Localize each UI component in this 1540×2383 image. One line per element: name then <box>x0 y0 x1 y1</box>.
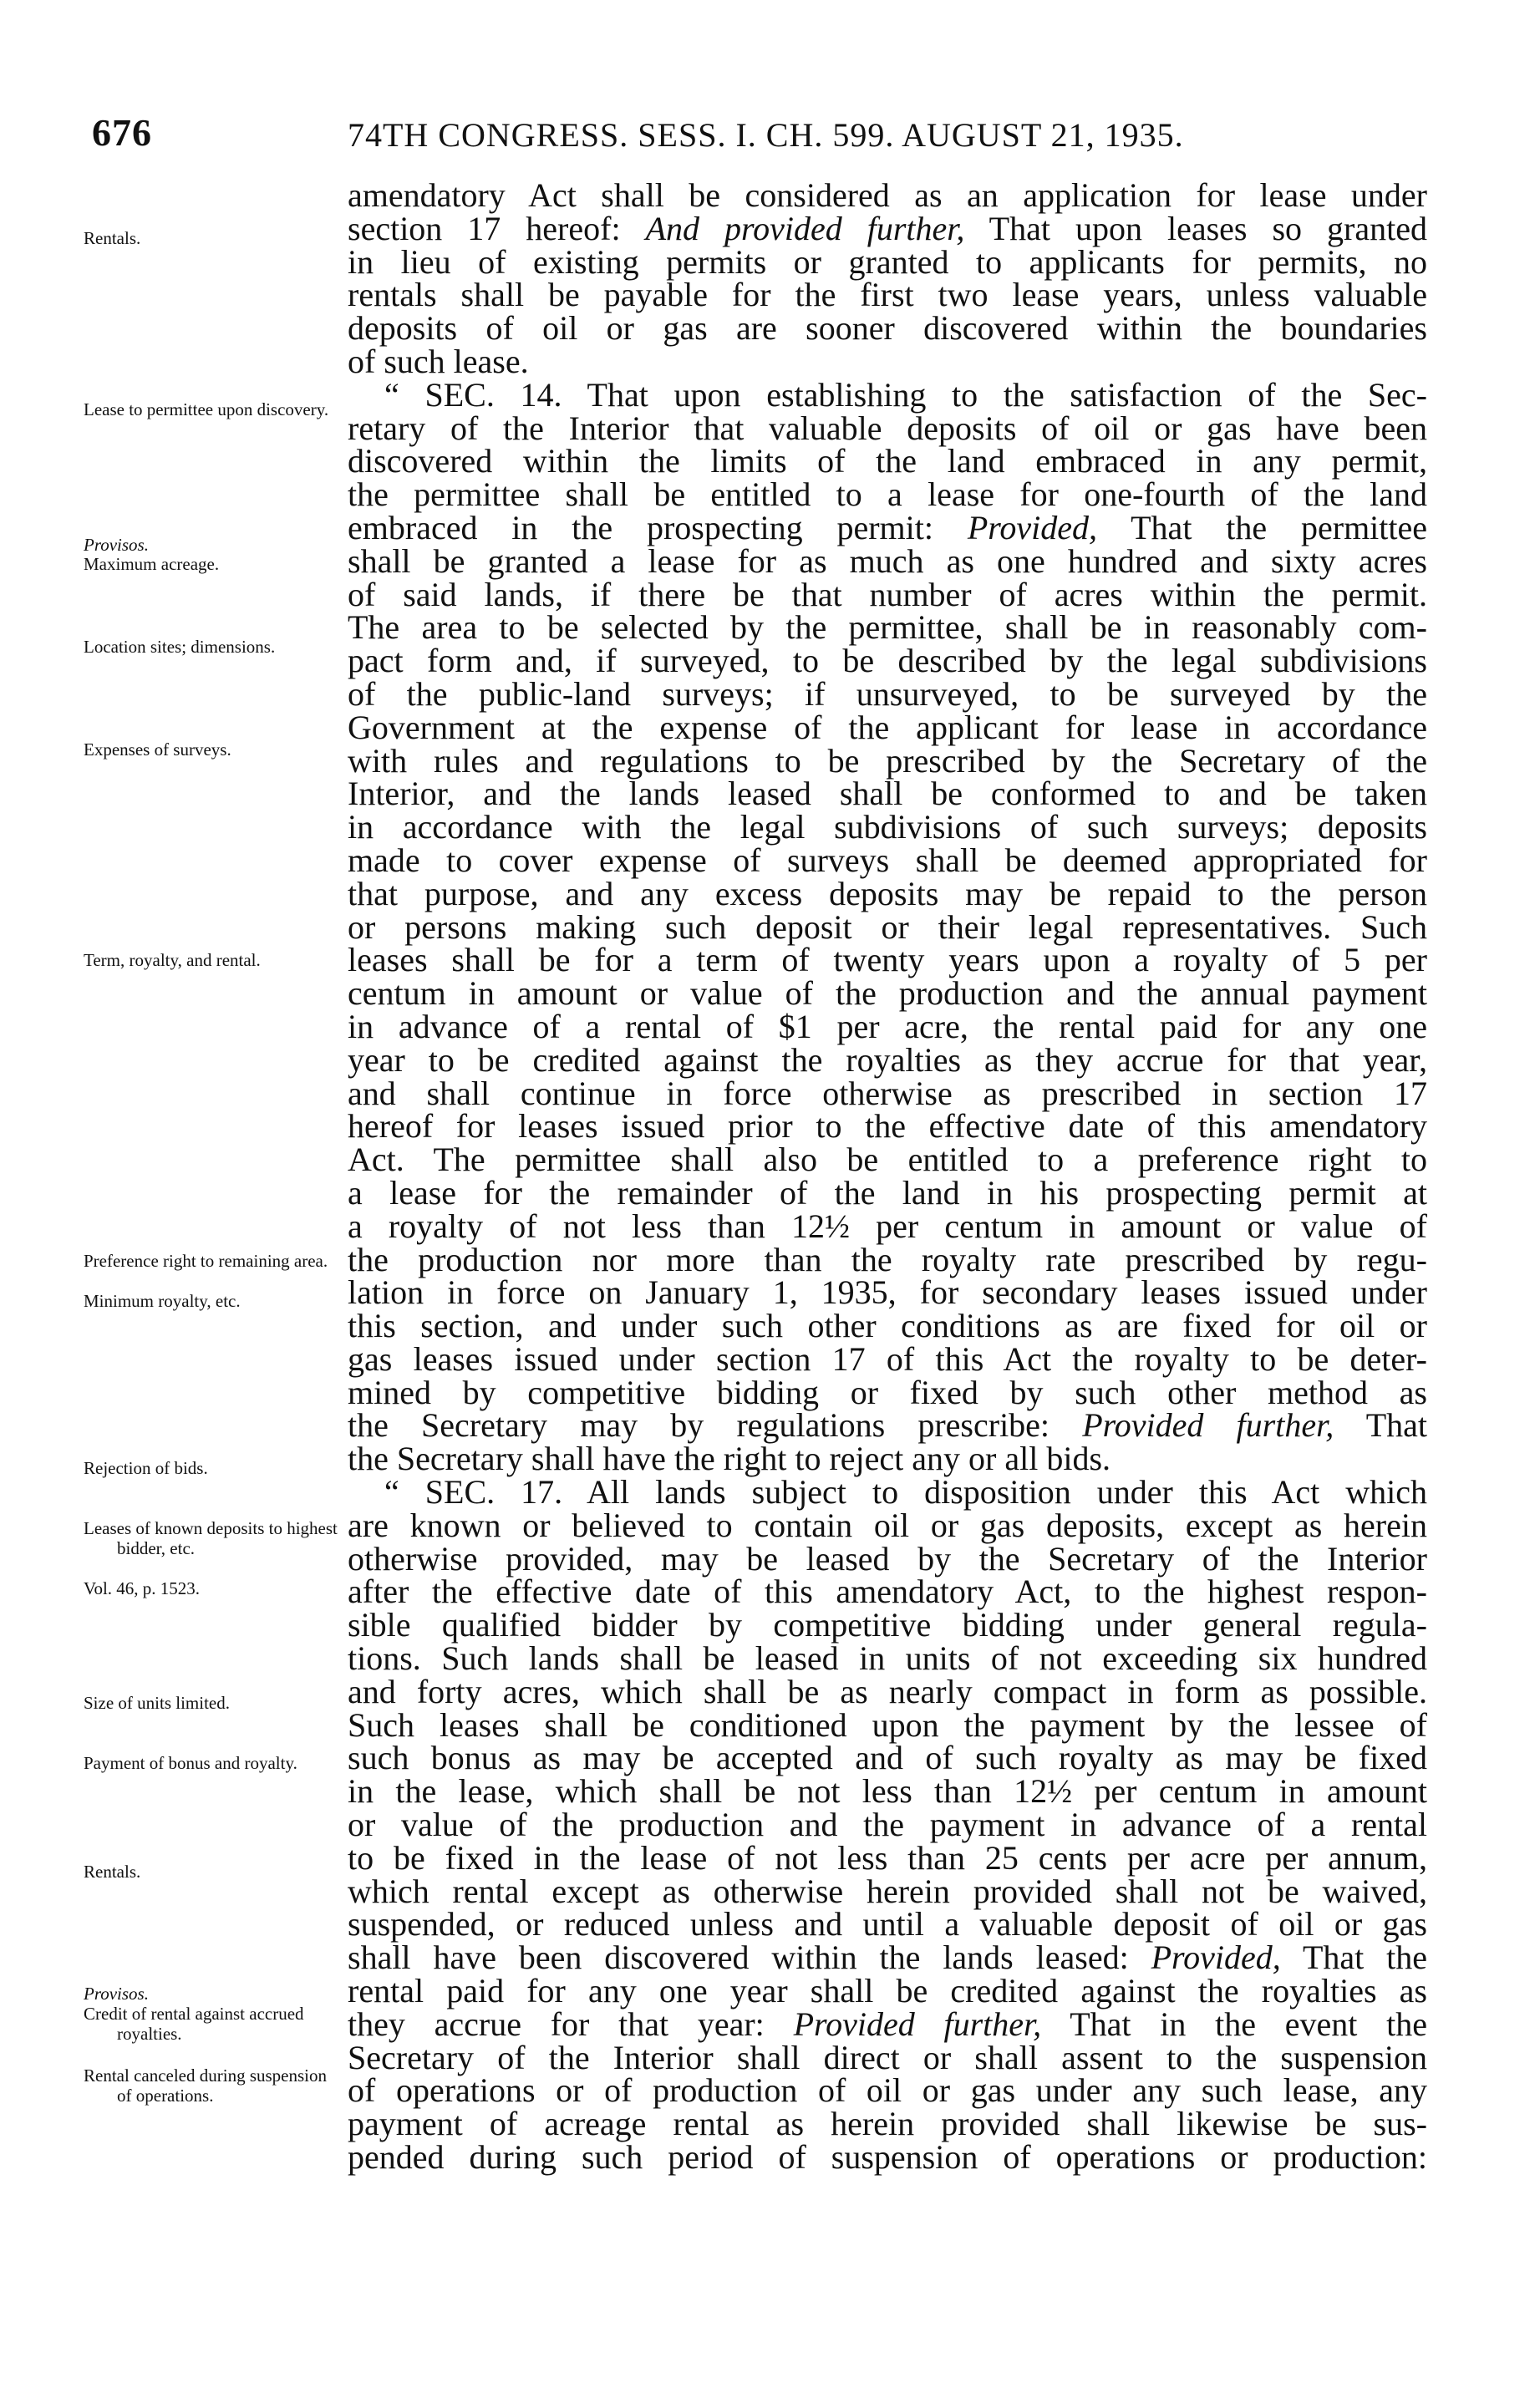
text-line: such bonus as may be accepted and of such royalty as may be fixed <box>348 1739 1427 1777</box>
text-line: the Secretary may by regulations prescribe: Provided further, That <box>348 1406 1428 1445</box>
running-head: 74TH CONGRESS. SESS. I. CH. 599. AUGUST 21, 1935. <box>348 116 1184 154</box>
margin-note: Leases of known deposits to highest bidder, etc. <box>84 1518 338 1558</box>
text-line: the production nor more than the royalty rate prescribed by regu- <box>348 1240 1427 1278</box>
margin-note: Term, royalty, and rental. <box>84 950 261 970</box>
text-line: or persons making such deposit or their legal representatives. Such <box>348 907 1427 946</box>
italic-phrase: Provided further, <box>793 2004 1042 2043</box>
margin-note: Expenses of surveys. <box>84 739 231 760</box>
text-line: Government at the expense of the applicant for lease in accordance <box>348 708 1427 746</box>
text-line: deposits of oil or gas are sooner discovered within the boundaries <box>348 309 1427 348</box>
text-line: leases shall be for a term of twenty years upon a royalty of 5 per <box>348 941 1427 979</box>
text-line: retary of the Interior that valuable deposits of oil or gas have been <box>348 409 1427 447</box>
text-line: Secretary of the Interior shall direct or shall assent to the suspension <box>348 2038 1427 2076</box>
margin-note: Maximum acreage. <box>84 554 220 574</box>
margin-note: Credit of rental against accrued royalties. <box>84 2004 304 2044</box>
text-line: a royalty of not less than 12½ per centum in amount or value of <box>348 1207 1427 1245</box>
italic-phrase: Provided further, <box>1082 1406 1334 1445</box>
margin-note: Vol. 46, p. 1523. <box>84 1578 201 1598</box>
text-line: in the lease, which shall be not less than 12½ per centum in amount <box>348 1772 1427 1811</box>
text-line: section 17 hereof: And provided further, That upon leases so granted <box>348 209 1427 247</box>
text-line: a lease for the remainder of the land in his prospecting permit at <box>348 1173 1427 1212</box>
text-line: to be fixed in the lease of not less than 25 cents per acre per annum, <box>348 1838 1427 1877</box>
italic-phrase: Provided, <box>967 508 1097 546</box>
section-heading-line: “ SEC. 14. That upon establishing to the satisfaction of the Sec- <box>384 375 1427 414</box>
text-line: the Secretary shall have the right to reject any or all bids. <box>348 1440 1111 1478</box>
text-line: The area to be selected by the permittee, shall be in reasonably com- <box>348 608 1427 647</box>
text-line: after the effective date of this amendatory Act, to the highest respon- <box>348 1573 1427 1611</box>
margin-note: Location sites; dimensions. <box>84 637 276 657</box>
body-text <box>348 176 1428 2177</box>
text-line: that purpose, and any excess deposits may be repaid to the person <box>348 874 1427 912</box>
margin-note: Provisos. <box>84 535 149 555</box>
text-line: Interior, and the lands leased shall be conformed to and be taken <box>348 775 1427 813</box>
text-line: pended during such period of suspension of operations or production: <box>348 2138 1427 2177</box>
margin-note: Rentals. <box>84 1862 141 1882</box>
margin-note: Provisos. <box>84 1984 149 2004</box>
text-line: pact form and, if surveyed, to be described by the legal subdivisions <box>348 642 1427 680</box>
margin-note: Payment of bonus and royalty. <box>84 1753 297 1773</box>
text-line: rentals shall be payable for the first two lease years, unless valuable <box>348 276 1427 314</box>
text-line: made to cover expense of surveys shall be deemed appropriated for <box>348 841 1427 879</box>
text-line: with rules and regulations to be prescribed by the Secretary of the <box>348 741 1427 780</box>
text-line: lation in force on January 1, 1935, for secondary leases issued under <box>348 1273 1427 1312</box>
page-number: 676 <box>92 111 152 154</box>
margin-note: Minimum royalty, etc. <box>84 1291 241 1311</box>
text-line: and shall continue in force otherwise as prescribed in section 17 <box>348 1074 1427 1112</box>
text-line: centum in amount or value of the production and the annual payment <box>348 974 1427 1013</box>
text-line: in advance of a rental of $1 per acre, the rental paid for any one <box>348 1007 1427 1045</box>
text-line: shall have been discovered within the lands leased: Provided, That the <box>348 1938 1428 1977</box>
text-line: tions. Such lands shall be leased in units of not exceeding six hundred <box>348 1639 1427 1678</box>
text-line: or value of the production and the payment in advance of a rental <box>348 1806 1427 1844</box>
text-line: suspended, or reduced unless and until a valuable deposit of oil or gas <box>348 1905 1427 1943</box>
text-line: mined by competitive bidding or fixed by such other method as <box>348 1373 1427 1411</box>
margin-note: Rejection of bids. <box>84 1458 208 1478</box>
text-line: payment of acreage rental as herein provided shall likewise be sus- <box>348 2105 1427 2143</box>
text-line: in lieu of existing permits or granted to applicants for permits, no <box>348 242 1427 281</box>
margin-note: Rental canceled during suspension of operations. <box>84 2065 328 2106</box>
text-line: this section, and under such other conditions as are fixed for oil or <box>348 1307 1427 1345</box>
text-line: year to be credited against the royalties as they accrue for that year, <box>348 1040 1427 1079</box>
section-heading-line: “ SEC. 17. All lands subject to disposition under this Act which <box>384 1473 1427 1512</box>
margin-notes <box>84 0 343 2383</box>
text-line: they accrue for that year: Provided further, That in the event the <box>348 2004 1428 2043</box>
text-line: otherwise provided, may be leased by the Secretary of the Interior <box>348 1539 1427 1578</box>
margin-note: Rentals. <box>84 228 141 248</box>
text-line: the permittee shall be entitled to a lease for one-fourth of the land <box>348 475 1427 514</box>
italic-phrase: And provided further, <box>645 209 965 247</box>
text-line: hereof for leases issued prior to the effective date of this amendatory <box>348 1107 1427 1146</box>
text-line: are known or believed to contain oil or gas deposits, except as herein <box>348 1506 1427 1544</box>
text-line: embraced in the prospecting permit: Provided, That the permittee <box>348 508 1428 546</box>
text-line: shall be granted a lease for as much as one hundred and sixty acres <box>348 541 1427 580</box>
text-line: Such leases shall be conditioned upon the payment by the lessee of <box>348 1705 1427 1744</box>
text-line: of said lands, if there be that number of acres within the permit. <box>348 575 1427 613</box>
margin-note: Preference right to remaining area. <box>84 1251 328 1271</box>
text-line: of such lease. <box>348 342 529 380</box>
text-line: of the public-land surveys; if unsurveyed, to be surveyed by the <box>348 674 1427 713</box>
text-line: in accordance with the legal subdivisions of such surveys; deposits <box>348 808 1427 846</box>
text-line: rental paid for any one year shall be credited against the royalties as <box>348 1972 1427 2010</box>
text-line: amendatory Act shall be considered as an application for lease under <box>348 176 1427 214</box>
text-line: of operations or of production of oil or gas under any such lease, any <box>348 2071 1427 2110</box>
text-line: sible qualified bidder by competitive bidding under general regula- <box>348 1606 1427 1644</box>
italic-phrase: Provided, <box>1151 1938 1281 1977</box>
text-line: gas leases issued under section 17 of this Act the royalty to be deter- <box>348 1339 1427 1378</box>
margin-note: Size of units limited. <box>84 1693 230 1713</box>
text-line: which rental except as otherwise herein provided shall not be waived, <box>348 1872 1427 1910</box>
text-line: discovered within the limits of the land embraced in any permit, <box>348 442 1427 480</box>
text-line: and forty acres, which shall be as nearly compact in form as possible. <box>348 1672 1427 1710</box>
margin-note: Lease to permittee upon discovery. <box>84 399 329 419</box>
text-line: Act. The permittee shall also be entitled to a preference right to <box>348 1141 1427 1179</box>
